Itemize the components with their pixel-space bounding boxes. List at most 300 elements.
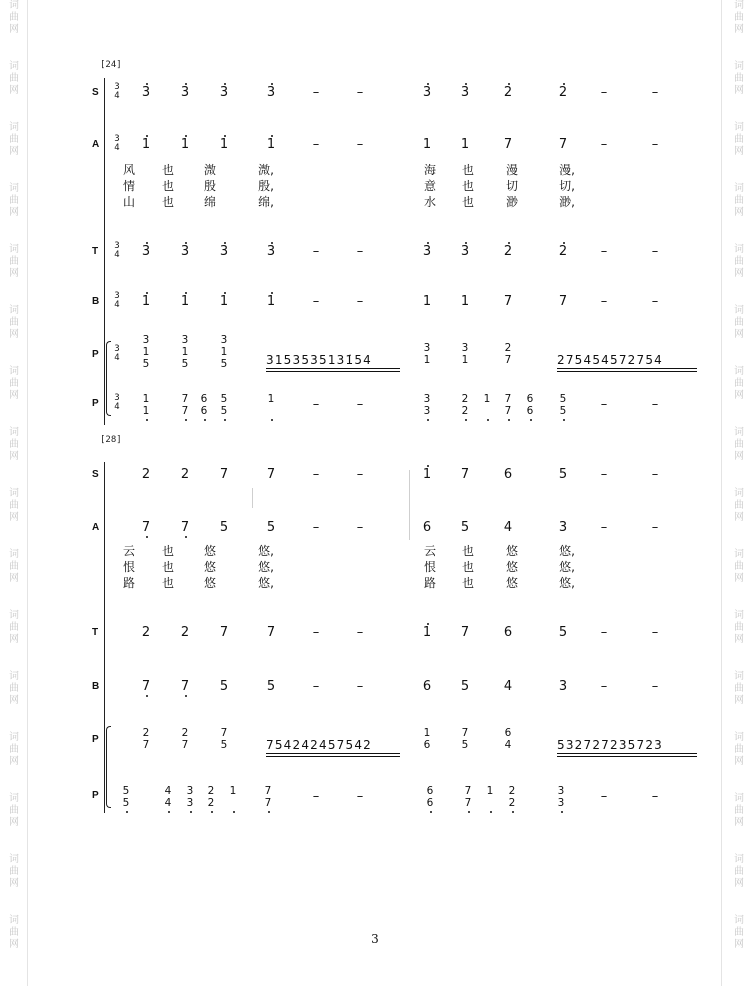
note: 7: [558, 137, 568, 152]
lyric-char: 悠: [203, 576, 216, 590]
chord-note: 3: [461, 342, 469, 354]
sustain-dash: –: [651, 244, 659, 259]
lh-note: 5: [122, 797, 130, 809]
note: 7: [266, 625, 276, 640]
watermark-char: 曲: [9, 317, 19, 328]
chord-note: 7: [142, 739, 150, 751]
watermark-stamp: [8, 61, 20, 97]
watermark-char: 词: [9, 915, 19, 926]
lh-note: 4: [164, 797, 172, 809]
part-label-a: A: [92, 522, 100, 533]
watermark-char: 曲: [734, 683, 744, 694]
watermark-char: 曲: [734, 927, 744, 938]
chord-note: 1: [461, 354, 469, 366]
watermark-char: 网: [734, 756, 744, 767]
note: 7: [503, 294, 513, 309]
sustain-dash: –: [600, 625, 608, 640]
octave-dot-low: [512, 811, 514, 813]
chord-note: 5: [220, 739, 228, 751]
note: 1: [180, 294, 190, 309]
note: 1: [422, 137, 432, 152]
octave-dot-high: [427, 623, 429, 625]
lyric-char: 山: [122, 195, 135, 209]
watermark-stamp: [733, 732, 745, 768]
watermark-stamp: [8, 427, 20, 463]
note: 3: [180, 244, 190, 259]
octave-dot-low: [490, 811, 492, 813]
note: 7: [558, 294, 568, 309]
octave-dot-low: [146, 419, 148, 421]
watermark-char: 词: [734, 793, 744, 804]
octave-dot-low: [146, 536, 148, 538]
lh-note: 1: [142, 393, 150, 405]
watermark-stamp: [733, 488, 745, 524]
octave-dot-high: [146, 83, 148, 85]
watermark-char: 网: [734, 695, 744, 706]
system-bracket: [104, 462, 105, 813]
part-label-p2: P: [92, 790, 99, 801]
time-sig-bottom: 4: [114, 353, 120, 363]
watermark-char: 曲: [734, 317, 744, 328]
note: 2: [180, 625, 190, 640]
lyric-char: 溦,: [258, 163, 274, 177]
sustain-dash: –: [651, 467, 659, 482]
watermark-char: 词: [734, 427, 744, 438]
lyric-char: 悠: [203, 544, 216, 558]
sustain-dash: –: [600, 397, 608, 412]
note: 1: [141, 137, 151, 152]
piano-brace: [106, 341, 111, 416]
octave-dot-high: [185, 83, 187, 85]
time-sig-bottom: 4: [114, 91, 120, 101]
watermark-char: 网: [734, 878, 744, 889]
watermark-char: 词: [734, 732, 744, 743]
watermark-stamp: [8, 732, 20, 768]
lh-note: 7: [464, 785, 472, 797]
lh-note: 7: [504, 393, 512, 405]
watermark-char: 网: [734, 207, 744, 218]
lh-note: 7: [181, 393, 189, 405]
part-label-s: S: [92, 469, 99, 480]
chord-note: 5: [142, 358, 150, 370]
watermark-stamp: [733, 122, 745, 158]
lh-note: 2: [508, 797, 516, 809]
lyric-char: 也: [161, 544, 174, 558]
lh-note: 5: [559, 405, 567, 417]
time-sig-bottom: 4: [114, 143, 120, 153]
part-label-p2: P: [92, 398, 99, 409]
watermark-char: 网: [9, 512, 19, 523]
watermark-char: 词: [9, 305, 19, 316]
sustain-dash: –: [356, 294, 364, 309]
note: 5: [558, 625, 568, 640]
sustain-dash: –: [651, 85, 659, 100]
sixteenth-run: 532727235723: [557, 738, 664, 752]
note: 5: [219, 520, 229, 535]
lyric-char: 切,: [559, 179, 575, 193]
lh-note: 3: [423, 405, 431, 417]
lh-note: 1: [229, 785, 237, 797]
beam-line: [557, 753, 697, 754]
octave-dot-low: [204, 419, 206, 421]
octave-dot-low: [185, 419, 187, 421]
note: 2: [503, 85, 513, 100]
note: 1: [460, 294, 470, 309]
time-sig-top: 3: [114, 344, 120, 354]
lh-note: 1: [486, 785, 494, 797]
octave-dot-low: [268, 811, 270, 813]
octave-dot-low: [427, 419, 429, 421]
part-label-p1: P: [92, 734, 99, 745]
lh-note: 3: [557, 797, 565, 809]
watermark-char: 网: [734, 390, 744, 401]
watermark-char: 词: [734, 61, 744, 72]
watermark-char: 网: [734, 24, 744, 35]
lyric-char: 风: [122, 163, 135, 177]
lh-note: 5: [220, 393, 228, 405]
watermark-char: 曲: [9, 744, 19, 755]
watermark-char: 曲: [734, 744, 744, 755]
note: 1: [180, 137, 190, 152]
watermark-char: 网: [734, 939, 744, 950]
measure-number: [28]: [100, 435, 122, 445]
watermark-char: 网: [734, 146, 744, 157]
watermark-char: 词: [734, 854, 744, 865]
lyric-char: 也: [461, 544, 474, 558]
watermark-char: 网: [734, 512, 744, 523]
lyric-char: 也: [161, 163, 174, 177]
note: 6: [503, 467, 513, 482]
left-margin-line: [27, 0, 28, 986]
octave-dot-low: [530, 419, 532, 421]
watermark-char: 网: [9, 24, 19, 35]
note: 4: [503, 520, 513, 535]
octave-dot-high: [185, 135, 187, 137]
note: 3: [219, 244, 229, 259]
watermark-char: 曲: [734, 256, 744, 267]
chord-note: 6: [423, 739, 431, 751]
watermark-char: 曲: [734, 439, 744, 450]
watermark-char: 曲: [9, 439, 19, 450]
lyric-char: 路: [122, 576, 135, 590]
watermark-char: 词: [734, 610, 744, 621]
part-label-b: B: [92, 296, 100, 307]
note: 7: [180, 679, 190, 694]
watermark-stamp: [733, 793, 745, 829]
watermark-char: 网: [734, 817, 744, 828]
octave-dot-high: [427, 83, 429, 85]
lyric-char: 漫,: [559, 163, 575, 177]
watermark-char: 词: [9, 427, 19, 438]
watermark-char: 词: [734, 305, 744, 316]
chord-note: 1: [423, 354, 431, 366]
lh-note: 2: [461, 393, 469, 405]
lyric-char: 也: [161, 576, 174, 590]
watermark-char: 词: [734, 488, 744, 499]
sustain-dash: –: [312, 520, 320, 535]
watermark-char: 网: [9, 268, 19, 279]
lyric-char: 悠,: [559, 576, 575, 590]
watermark-char: 词: [9, 366, 19, 377]
watermark-char: 曲: [734, 134, 744, 145]
octave-dot-low: [224, 419, 226, 421]
watermark-char: 词: [734, 366, 744, 377]
part-label-a: A: [92, 139, 100, 150]
lh-note: 1: [483, 393, 491, 405]
note: 3: [460, 244, 470, 259]
watermark-char: 曲: [734, 561, 744, 572]
watermark-char: 词: [9, 732, 19, 743]
watermark-char: 曲: [734, 866, 744, 877]
octave-dot-high: [271, 292, 273, 294]
lyric-char: 绵: [203, 195, 216, 209]
note: 7: [460, 625, 470, 640]
octave-dot-high: [185, 292, 187, 294]
watermark-char: 网: [9, 573, 19, 584]
octave-dot-low: [508, 419, 510, 421]
chord-note: 5: [461, 739, 469, 751]
sustain-dash: –: [312, 244, 320, 259]
sustain-dash: –: [356, 789, 364, 804]
note: 2: [141, 467, 151, 482]
note: 7: [266, 467, 276, 482]
watermark-char: 曲: [9, 134, 19, 145]
note: 3: [422, 244, 432, 259]
sixteenth-run: 275454572754: [557, 353, 664, 367]
lh-note: 6: [526, 393, 534, 405]
sustain-dash: –: [651, 294, 659, 309]
watermark-stamp: [733, 671, 745, 707]
chord-note: 3: [181, 334, 189, 346]
chord-note: 1: [423, 727, 431, 739]
watermark-stamp: [733, 427, 745, 463]
part-label-t: T: [92, 246, 99, 257]
lh-note: 4: [164, 785, 172, 797]
watermark-char: 曲: [9, 256, 19, 267]
time-sig-bottom: 4: [114, 402, 120, 412]
lyric-char: 悠,: [258, 544, 274, 558]
octave-dot-high: [427, 465, 429, 467]
note: 7: [460, 467, 470, 482]
sixteenth-run: 754242457542: [266, 738, 373, 752]
lyric-char: 悠,: [559, 560, 575, 574]
note: 7: [141, 679, 151, 694]
octave-dot-high: [146, 242, 148, 244]
watermark-stamp: [8, 0, 20, 36]
sustain-dash: –: [312, 467, 320, 482]
sustain-dash: –: [356, 679, 364, 694]
watermark-char: 曲: [9, 561, 19, 572]
watermark-char: 词: [734, 915, 744, 926]
watermark-stamp: [8, 671, 20, 707]
note: 1: [141, 294, 151, 309]
watermark-char: 曲: [734, 622, 744, 633]
octave-dot-low: [487, 419, 489, 421]
note: 3: [460, 85, 470, 100]
watermark-stamp: [8, 793, 20, 829]
time-sig-bottom: 4: [114, 300, 120, 310]
watermark-stamp: [8, 244, 20, 280]
sustain-dash: –: [356, 137, 364, 152]
octave-dot-low: [168, 811, 170, 813]
watermark-char: 曲: [9, 378, 19, 389]
octave-dot-low: [190, 811, 192, 813]
watermark-stamp: [733, 854, 745, 890]
sustain-dash: –: [312, 679, 320, 694]
watermark-char: 词: [9, 793, 19, 804]
lyric-char: 切: [505, 179, 518, 193]
time-sig-bottom: 4: [114, 250, 120, 260]
watermark-char: 网: [9, 634, 19, 645]
right-margin-line: [721, 0, 722, 986]
note: 5: [266, 679, 276, 694]
watermark-stamp: [8, 183, 20, 219]
lyric-char: 也: [461, 576, 474, 590]
octave-dot-high: [563, 242, 565, 244]
lyric-char: 悠,: [559, 544, 575, 558]
octave-dot-high: [465, 242, 467, 244]
sustain-dash: –: [600, 789, 608, 804]
watermark-char: 网: [734, 634, 744, 645]
sustain-dash: –: [600, 137, 608, 152]
sustain-dash: –: [356, 625, 364, 640]
lh-note: 6: [200, 393, 208, 405]
chord-note: 5: [220, 358, 228, 370]
part-label-s: S: [92, 87, 99, 98]
watermark-char: 词: [734, 549, 744, 560]
lh-note: 3: [186, 785, 194, 797]
octave-dot-high: [224, 242, 226, 244]
beam-line: [557, 371, 697, 372]
note: 7: [503, 137, 513, 152]
part-label-p1: P: [92, 349, 99, 360]
lyric-char: 云: [423, 544, 436, 558]
lyric-char: 也: [461, 179, 474, 193]
note: 3: [266, 85, 276, 100]
watermark-char: 网: [9, 207, 19, 218]
octave-dot-high: [271, 135, 273, 137]
note: 2: [503, 244, 513, 259]
note: 6: [503, 625, 513, 640]
lyric-char: 悠,: [258, 560, 274, 574]
chord-note: 7: [220, 727, 228, 739]
lyric-char: 溦: [203, 163, 216, 177]
watermark-char: 网: [734, 329, 744, 340]
chord-note: 3: [142, 334, 150, 346]
octave-dot-high: [427, 242, 429, 244]
note: 6: [422, 520, 432, 535]
chord-note: 7: [181, 739, 189, 751]
watermark-char: 词: [9, 183, 19, 194]
chord-note: 2: [181, 727, 189, 739]
lh-note: 2: [508, 785, 516, 797]
lh-note: 3: [557, 785, 565, 797]
watermark-char: 网: [9, 695, 19, 706]
sustain-dash: –: [651, 789, 659, 804]
watermark-stamp: [733, 549, 745, 585]
sustain-dash: –: [312, 397, 320, 412]
measure-number: [24]: [100, 60, 122, 70]
watermark-char: 网: [9, 85, 19, 96]
lyric-char: 悠: [203, 560, 216, 574]
note: 7: [141, 520, 151, 535]
watermark-char: 曲: [9, 73, 19, 84]
octave-dot-low: [185, 536, 187, 538]
sustain-dash: –: [312, 789, 320, 804]
octave-dot-high: [508, 83, 510, 85]
chord-note: 1: [142, 346, 150, 358]
chord-note: 3: [423, 342, 431, 354]
watermark-char: 曲: [734, 805, 744, 816]
note: 3: [558, 520, 568, 535]
watermark-char: 词: [734, 671, 744, 682]
note: 1: [460, 137, 470, 152]
time-sig-top: 3: [114, 82, 120, 92]
lh-note: 7: [181, 405, 189, 417]
lh-note: 3: [423, 393, 431, 405]
watermark-char: 词: [734, 244, 744, 255]
watermark-char: 网: [734, 85, 744, 96]
octave-dot-low: [146, 695, 148, 697]
octave-dot-high: [271, 242, 273, 244]
lh-note: 3: [186, 797, 194, 809]
beam-line: [266, 371, 400, 372]
sustain-dash: –: [651, 625, 659, 640]
lh-note: 5: [122, 785, 130, 797]
watermark-char: 词: [9, 122, 19, 133]
watermark-stamp: [8, 854, 20, 890]
octave-dot-high: [185, 242, 187, 244]
octave-dot-high: [224, 83, 226, 85]
chord-note: 1: [220, 346, 228, 358]
lyric-char: 路: [423, 576, 436, 590]
watermark-stamp: [8, 305, 20, 341]
octave-dot-low: [271, 419, 273, 421]
watermark-stamp: [8, 610, 20, 646]
lyric-char: 恨: [423, 560, 436, 574]
octave-dot-high: [508, 242, 510, 244]
lh-note: 6: [426, 785, 434, 797]
beam-line: [266, 368, 400, 369]
beam-line: [266, 753, 400, 754]
note: 1: [422, 294, 432, 309]
barline-fragment: [252, 488, 253, 508]
note: 5: [460, 520, 470, 535]
watermark-char: 网: [9, 390, 19, 401]
lyric-char: 漫: [505, 163, 518, 177]
time-sig-top: 3: [114, 134, 120, 144]
watermark-char: 曲: [734, 12, 744, 23]
time-sig-top: 3: [114, 291, 120, 301]
watermark-char: 网: [9, 146, 19, 157]
octave-dot-low: [126, 811, 128, 813]
lh-note: 2: [207, 797, 215, 809]
octave-dot-low: [211, 811, 213, 813]
watermark-char: 曲: [734, 378, 744, 389]
watermark-stamp: [733, 61, 745, 97]
watermark-char: 词: [9, 549, 19, 560]
watermark-char: 曲: [9, 927, 19, 938]
watermark-char: 词: [9, 671, 19, 682]
lyric-char: 殷,: [258, 179, 274, 193]
time-sig-top: 3: [114, 241, 120, 251]
sustain-dash: –: [356, 397, 364, 412]
note: 2: [141, 625, 151, 640]
part-label-t: T: [92, 627, 99, 638]
note: 6: [422, 679, 432, 694]
watermark-char: 曲: [9, 805, 19, 816]
lyric-char: 也: [461, 560, 474, 574]
